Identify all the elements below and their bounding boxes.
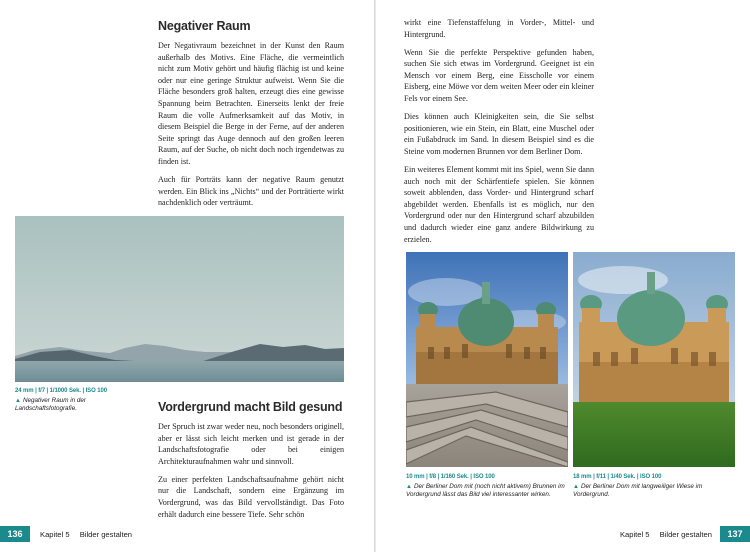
heading-vordergrund: Vordergrund macht Bild gesund xyxy=(158,400,343,414)
paragraph: Der Spruch ist zwar weder neu, noch besonders originell, aber er lässt sich leicht merken und ist gerade in der Landschaftsfotografie oder bei einigen Architekturaufnahmen wahr und sinnvoll. xyxy=(158,422,344,466)
caption-triangle-icon: ▲ xyxy=(573,484,579,490)
paragraph: wirkt eine Tiefenstaffelung in Vorder-, Mittel- und Hintergrund. xyxy=(404,18,594,39)
page-number-right: 137 xyxy=(720,526,750,542)
caption-triangle-icon: ▲ xyxy=(15,398,21,404)
photo-dom-brunnen xyxy=(406,252,568,467)
chapter-label-right: Kapitel 5 Bilder gestalten xyxy=(619,529,712,539)
photo-dom-wiese xyxy=(573,252,735,467)
photo1-caption: ▲ Der Berliner Dom mit (noch nicht aktivem) Brunnen im Vordergrund lässt das Bild viel interessanter wirken. xyxy=(406,483,565,499)
photo2-exif: 18 mm | f/11 | 1/40 Sek. | ISO 100 xyxy=(573,474,662,480)
chapter-label-left: Kapitel 5 Bilder gestalten xyxy=(40,529,133,539)
left-page xyxy=(0,0,374,552)
caption-triangle-icon: ▲ xyxy=(406,484,412,490)
paragraph: Ein weiteres Element kommt mit ins Spiel, wenn Sie dann auch noch mit der Schärfentiefe spielen. Sie können soweit abblenden, dass Vorder- und Hintergrund scharf abgebildet werden. Ebenfalls ist es möglich, nur den Vordergrund oder nur den Hintergrund scharf abzubilden und dadurch wieder eine ganz andere Bildwirkung zu erzielen. xyxy=(404,165,594,244)
page-number-left: 136 xyxy=(0,526,30,542)
photo-caption: ▲ Negativer Raum in der Landschaftsfotografie. xyxy=(15,397,86,413)
paragraph: Zu einer perfekten Landschaftsaufnahme gehört nicht nur die Landschaft, sondern eine Ergänzung im Vordergrund, was das Bild vervollständigt. Das Foto erhält dadurch eine bessere Tiefe. Sehr schön xyxy=(158,474,344,519)
heading-negativer-raum: Negativer Raum xyxy=(158,19,251,33)
photo2-caption: ▲ Der Berliner Dom mit langweiliger Wiese im Vordergrund. xyxy=(573,483,703,499)
photo-exif: 24 mm | f/7 | 1/1000 Sek. | ISO 100 xyxy=(15,388,107,394)
paragraph: Der Negativraum bezeichnet in der Kunst den Raum außerhalb des Motivs. Eine Fläche, die vermeintlich nicht zum Motiv gehört und häufig flächig ist und keine oder nur eine geringe Struktur aufweist. Wenn Sie die Fläche besonders groß halten, erzeugt dies eine gewisse Spannung beim Betrachten. Einerseits lenkt der freie Raum die volle Aufmerksamkeit auf das Motiv, in diesem Beispiel die Berge in der Ferne, auf der anderen Seite springt das Auge dennoch auf den großen leeren Raum, auf der Suche, ob nicht doch noch irgendetwas zu finden ist. xyxy=(158,41,344,166)
footer-left xyxy=(0,526,260,542)
paragraph: Auch für Porträts kann der negative Raum genutzt werden. Ein Blick ins „Nichts“ und der Porträtierte wirkt nachdenklich oder verträumt. xyxy=(158,175,344,208)
photo1-exif: 10 mm | f/8 | 1/160 Sek. | ISO 100 xyxy=(406,474,495,480)
right-page xyxy=(376,0,750,552)
footer-right xyxy=(620,526,750,542)
text-vordergrund xyxy=(158,421,344,527)
text-right xyxy=(404,17,594,252)
paragraph: Dies können auch Kleinigkeiten sein, die Sie selbst positionieren, wie ein Stein, ein Blatt, eine Muschel oder ein Fußabdruck im Sand. In diesem Beispiel sind es die Steine vom modernen Brunnen vor dem Berliner Dom. xyxy=(404,112,594,156)
text-negativer-raum xyxy=(158,40,344,215)
paragraph: Wenn Sie die perfekte Perspektive gefunden haben, suchen Sie sich etwas im Vordergrund. Geeignet ist ein Mensch vor einem Berg, eine Eisscholle vor einem Eisberg, eine Möwe vor dem weiten Meer oder ein kleiner Fels vor einem See. xyxy=(404,47,594,104)
landscape-photo xyxy=(15,216,344,382)
